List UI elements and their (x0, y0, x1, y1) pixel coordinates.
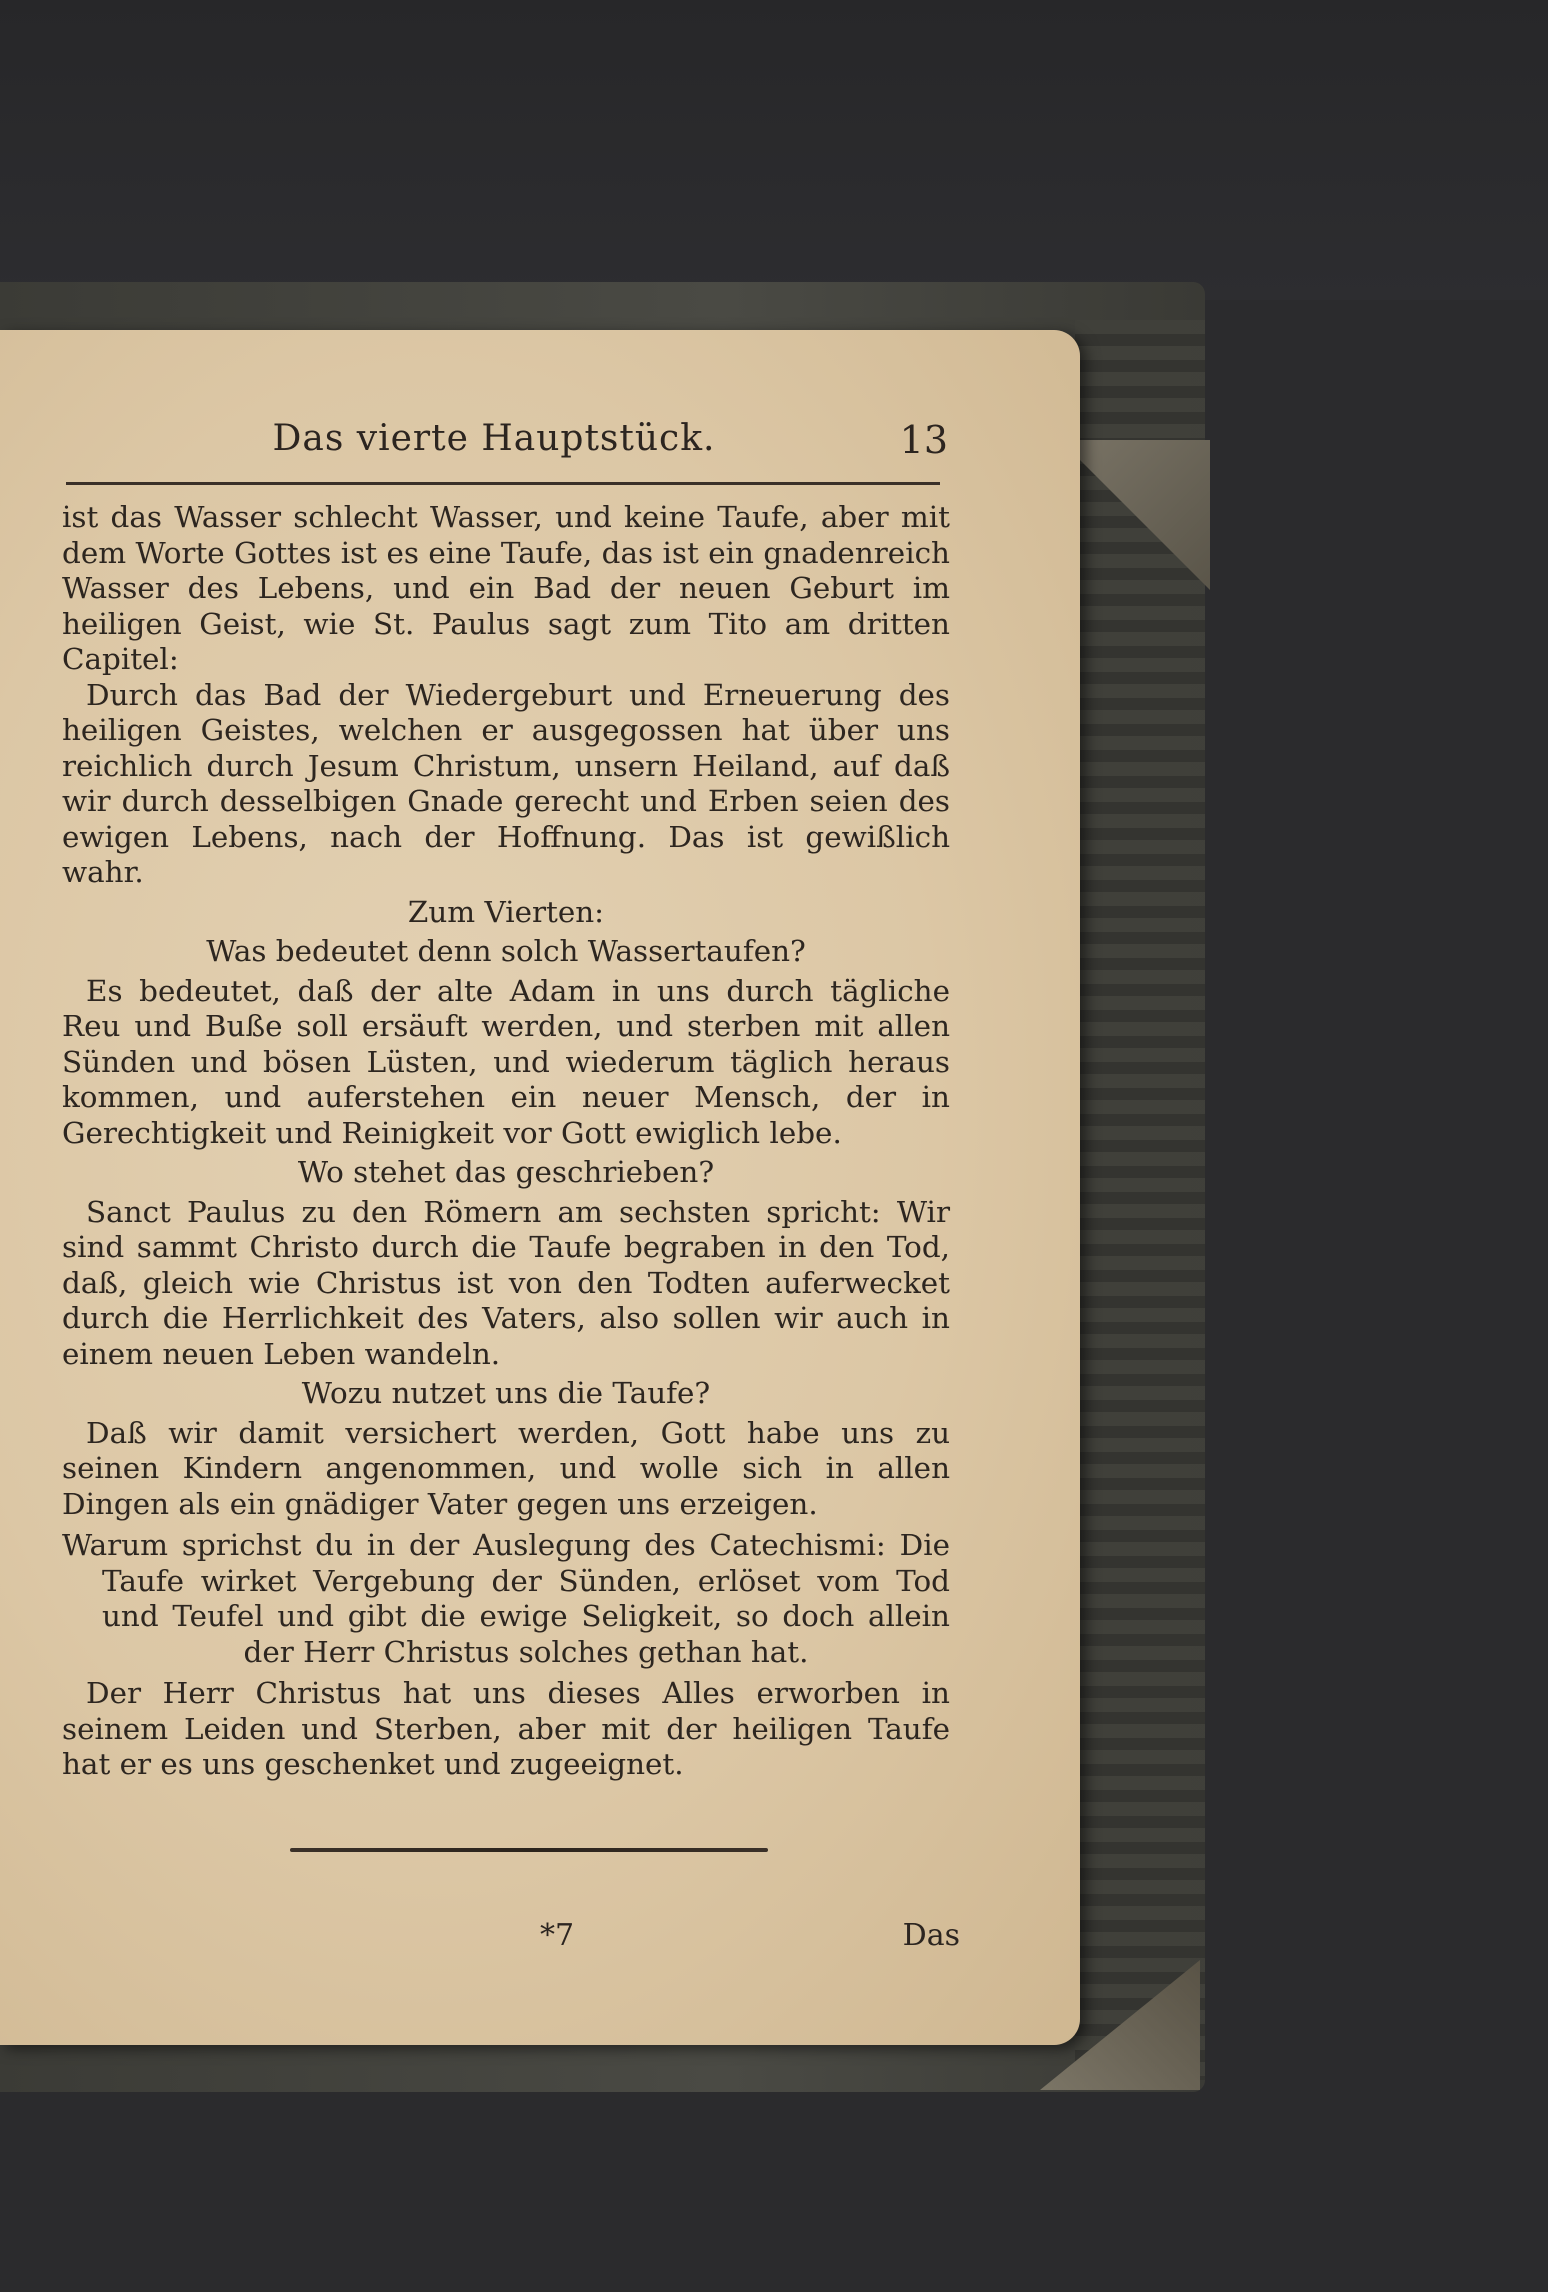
section-heading-fourth: Zum Vierten: (407, 894, 605, 929)
question-meaning: Was bedeutet denn solch Wassertaufen? (206, 934, 806, 968)
running-title: Das vierte Hauptstück. (272, 418, 716, 459)
page-number: 13 (899, 418, 948, 462)
background-top (0, 0, 1548, 300)
question-why: Warum sprichst du in der Auslegung des Catechismi: Die Taufe wirket Vergebung der Sünden, erlöset vom Tod und Teufel und gibt die ewige Seligkeit, so doch allein der Herr Christus solches gethan hat. (62, 1528, 950, 1669)
header-rule (66, 482, 940, 485)
answer-benefit: Daß wir damit versichert werden, Gott habe uns zu seinen Kindern angenommen, und wolle sich in allen Dingen als ein gnädiger Vater gegen uns erzeigen. (62, 1415, 950, 1521)
book-page (0, 330, 1080, 2045)
question-benefit: Wozu nutzet uns die Taufe? (301, 1376, 711, 1410)
question-where-written: Wo stehet das geschrieben? (297, 1155, 715, 1189)
answer-why: Der Herr Christus hat uns dieses Alles erworben in seinem Leiden und Sterben, aber mit der heiligen Taufe hat er es uns geschenket und zugeeignet. (62, 1676, 950, 1781)
answer-romans: Sanct Paulus zu den Römern am sechsten spricht: Wir sind sammt Christo durch die Taufe begraben in den Tod, daß, gleich wie Christus ist von den Todten auferwecket durch die Herrlichkeit des Vaters, also sollen wir auch in einem neuen Leben wandeln. (62, 1194, 950, 1371)
signature-mark: *7 (540, 1918, 575, 1953)
paragraph-water: ist das Wasser schlecht Wasser, und keine Taufe, aber mit dem Worte Gottes ist es eine Taufe, das ist ein gnadenreich Wasser des Lebens, und ein Bad der neuen Geburt im heiligen Geist, wie St. Paulus sagt zum Tito am dritten Capitel: (62, 500, 950, 676)
page-body (62, 500, 950, 1783)
catchword: Das (902, 1918, 960, 1953)
end-rule (290, 1848, 768, 1852)
paragraph-titus-quote: Durch das Bad der Wiedergeburt und Erneuerung des heiligen Geistes, welchen er ausgegossen hat über uns reichlich durch Jesum Christum, unsern Heiland, auf daß wir durch desselbigen Gnade gerecht und Erben seien des ewigen Lebens, nach der Hoffnung. Das ist gewißlich wahr. (62, 677, 950, 889)
answer-meaning: Es bedeutet, daß der alte Adam in uns durch tägliche Reu und Buße soll ersäuft werden, und sterben mit allen Sünden und bösen Lüsten, und wiederum täglich heraus kommen, und auferstehen ein neuer Mensch, der in Gerechtigkeit und Reinigkeit vor Gott ewiglich lebe. (62, 973, 950, 1150)
book-cover-edge (1075, 320, 1205, 2080)
page-header (40, 418, 948, 478)
